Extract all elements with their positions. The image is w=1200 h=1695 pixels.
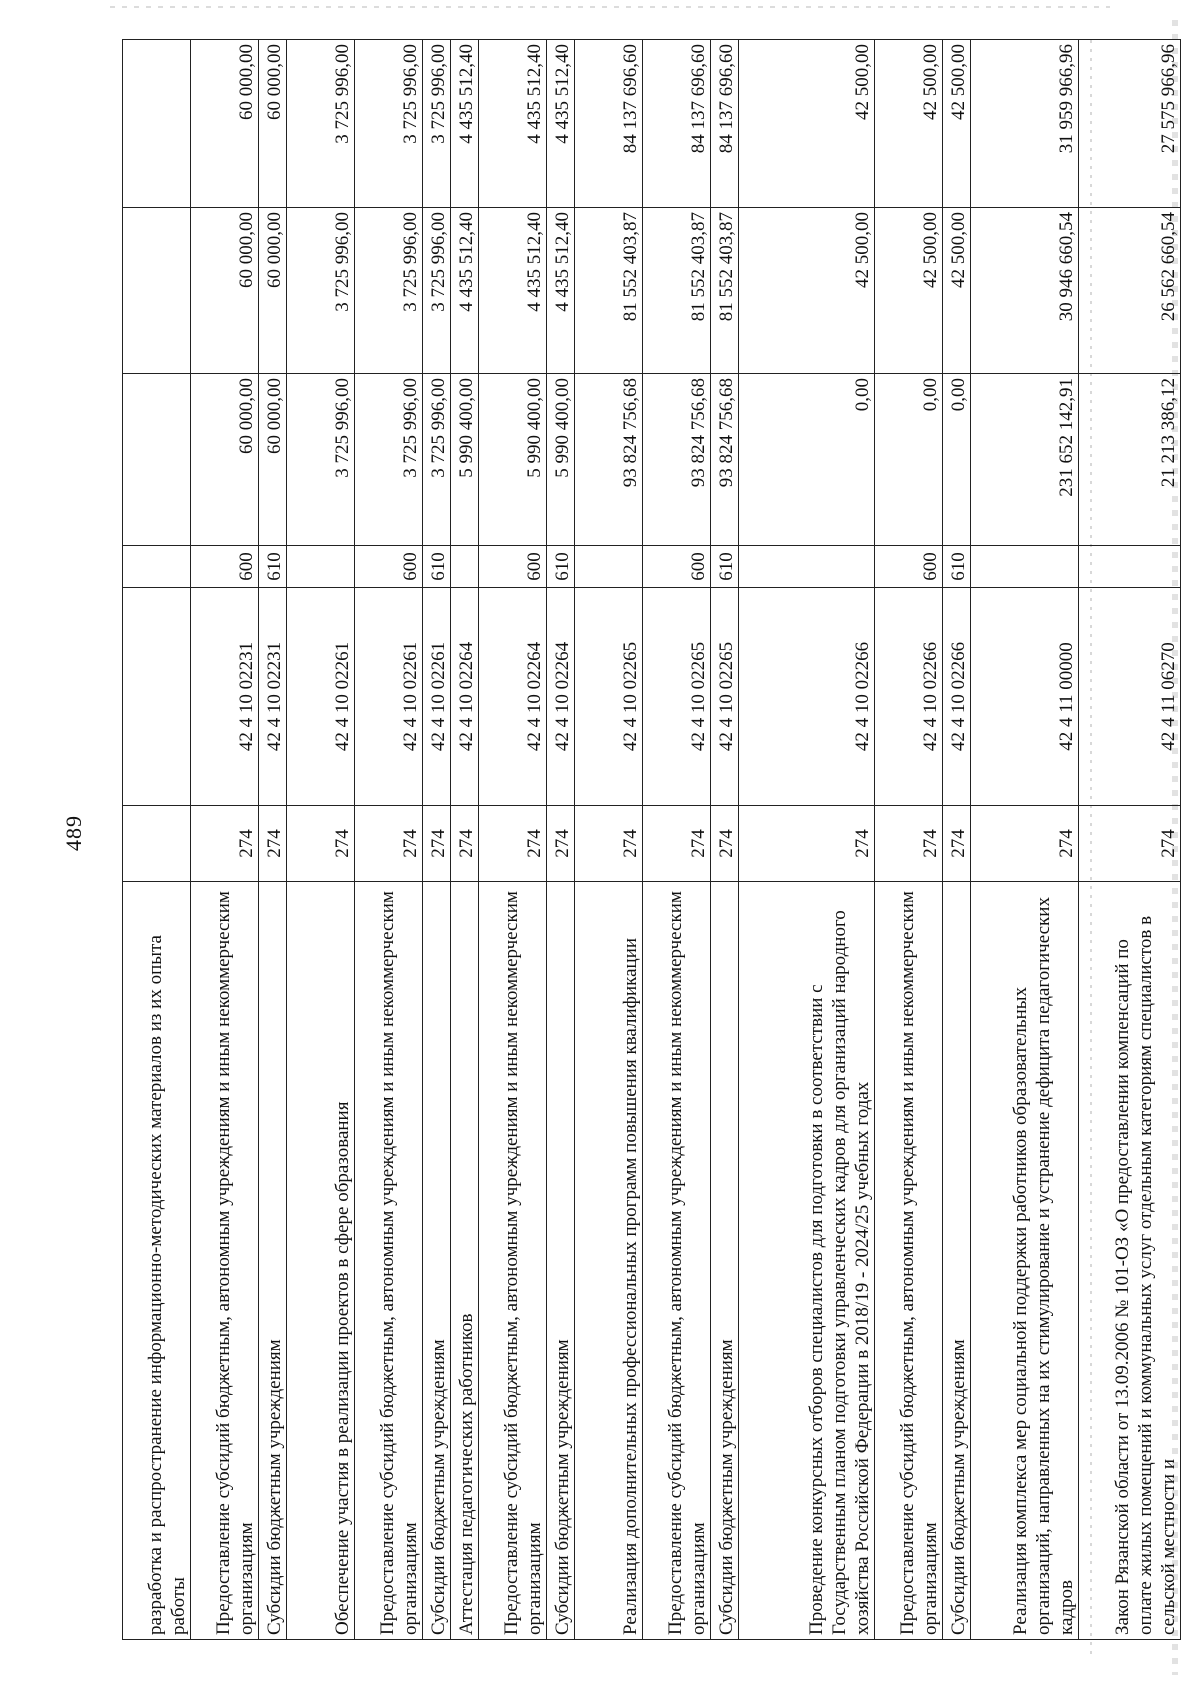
row-csr: 42 4 11 06270 [1079,588,1181,806]
row-ved: 274 [355,806,423,882]
row-vr [971,546,1079,588]
row-sum-2: 42 500,00 [943,208,971,374]
row-ved: 274 [547,806,575,882]
row-csr: 42 4 10 02264 [479,588,547,806]
row-vr [287,546,355,588]
row-sum-3: 60 000,00 [191,40,259,208]
row-name: Предоставление субсидий бюджетным, автономным учреждениям и иным некоммерческим организациям [191,882,259,1640]
row-csr: 42 4 10 02261 [355,588,423,806]
table-row [191,40,259,1640]
row-ved [123,806,191,882]
row-vr: 610 [259,546,287,588]
row-sum-1: 60 000,00 [191,374,259,546]
row-ved: 274 [971,806,1079,882]
row-sum-3: 27 575 966,96 [1079,40,1181,208]
row-vr: 610 [711,546,739,588]
row-sum-3 [123,40,191,208]
row-sum-1: 93 824 756,68 [575,374,643,546]
table-row [355,40,423,1640]
row-sum-1: 93 824 756,68 [711,374,739,546]
budget-table [122,39,1181,1640]
row-csr: 42 4 10 02261 [287,588,355,806]
row-name: Субсидии бюджетным учреждениям [943,882,971,1640]
row-ved: 274 [739,806,875,882]
row-csr: 42 4 10 02265 [575,588,643,806]
row-sum-2: 26 562 660,54 [1079,208,1181,374]
row-ved: 274 [575,806,643,882]
row-sum-3: 4 435 512,40 [547,40,575,208]
scan-artifact-top [110,6,1110,8]
row-csr: 42 4 10 02231 [191,588,259,806]
row-sum-1: 0,00 [943,374,971,546]
row-sum-1: 5 990 400,00 [451,374,479,546]
row-vr: 600 [479,546,547,588]
row-sum-2: 81 552 403,87 [711,208,739,374]
row-sum-3: 84 137 696,60 [643,40,711,208]
row-name: Реализация комплекса мер социальной поддержки работников образовательных организаций, направленных на их стимулирование и устранение дефицита педагогических кадров [971,882,1079,1640]
row-csr: 42 4 10 02231 [259,588,287,806]
row-vr [1079,546,1181,588]
row-name: Субсидии бюджетным учреждениям [259,882,287,1640]
row-sum-1: 0,00 [739,374,875,546]
row-name: Обеспечение участия в реализации проектов в сфере образования [287,882,355,1640]
row-name: Закон Рязанской области от 13.09.2006 № 101-ОЗ «О предоставлении компенсаций по оплате жилых помещений и коммунальных услуг отдельным категориям специалистов в сельской местности и [1079,882,1181,1640]
row-ved: 274 [875,806,943,882]
row-sum-1: 60 000,00 [259,374,287,546]
row-csr: 42 4 10 02261 [423,588,451,806]
row-ved: 274 [643,806,711,882]
row-name: разработка и распространение информационно-методических материалов из их опыта работы [123,882,191,1640]
row-sum-3: 31 959 966,96 [971,40,1079,208]
row-sum-1: 5 990 400,00 [479,374,547,546]
row-name: Проведение конкурсных отборов специалистов для подготовки в соответствии с Государственным планом подготовки управленческих кадров для организаций народного хозяйства Российской Федерации в 2018/19 - 2024/25 учебных годах [739,882,875,1640]
row-sum-3: 4 435 512,40 [451,40,479,208]
row-csr: 42 4 10 02264 [451,588,479,806]
row-name: Предоставление субсидий бюджетным, автономным учреждениям и иным некоммерческим организациям [643,882,711,1640]
row-sum-2: 3 725 996,00 [287,208,355,374]
table-row [479,40,547,1640]
row-vr: 610 [943,546,971,588]
row-sum-1 [123,374,191,546]
row-sum-2: 4 435 512,40 [451,208,479,374]
row-ved: 274 [423,806,451,882]
row-sum-3: 3 725 996,00 [423,40,451,208]
row-csr: 42 4 10 02264 [547,588,575,806]
row-sum-3: 42 500,00 [875,40,943,208]
row-sum-2: 3 725 996,00 [355,208,423,374]
table-row [423,40,451,1640]
row-sum-2: 4 435 512,40 [479,208,547,374]
row-ved: 274 [943,806,971,882]
table-row [643,40,711,1640]
row-sum-2: 60 000,00 [191,208,259,374]
row-sum-3: 42 500,00 [943,40,971,208]
row-sum-2 [123,208,191,374]
row-sum-1: 3 725 996,00 [287,374,355,546]
table-row [575,40,643,1640]
table-row [1079,40,1181,1640]
row-vr [575,546,643,588]
row-ved: 274 [1079,806,1181,882]
row-sum-1: 3 725 996,00 [423,374,451,546]
table-row [123,40,191,1640]
row-csr: 42 4 10 02266 [875,588,943,806]
row-vr: 610 [547,546,575,588]
table-row [739,40,875,1640]
row-sum-1: 93 824 756,68 [643,374,711,546]
table-row [875,40,943,1640]
row-sum-3: 3 725 996,00 [355,40,423,208]
row-csr: 42 4 10 02265 [643,588,711,806]
row-name: Реализация дополнительных профессиональных программ повышения квалификации [575,882,643,1640]
row-ved: 274 [287,806,355,882]
row-csr [123,588,191,806]
row-vr: 600 [355,546,423,588]
page-number: 489 [61,815,86,851]
row-ved: 274 [259,806,287,882]
row-name: Субсидии бюджетным учреждениям [711,882,739,1640]
row-ved: 274 [479,806,547,882]
row-sum-2: 30 946 660,54 [971,208,1079,374]
row-ved: 274 [711,806,739,882]
row-sum-1: 3 725 996,00 [355,374,423,546]
row-sum-2: 4 435 512,40 [547,208,575,374]
row-vr [451,546,479,588]
row-sum-1: 0,00 [875,374,943,546]
row-sum-2: 3 725 996,00 [423,208,451,374]
row-name: Предоставление субсидий бюджетным, автономным учреждениям и иным некоммерческим организациям [875,882,943,1640]
budget-table-rotated [122,40,1179,1640]
row-sum-3: 60 000,00 [259,40,287,208]
row-name: Аттестация педагогических работников [451,882,479,1640]
row-sum-1: 5 990 400,00 [547,374,575,546]
table-row [259,40,287,1640]
row-csr: 42 4 10 02266 [943,588,971,806]
row-csr: 42 4 10 02265 [711,588,739,806]
row-sum-1: 21 213 386,12 [1079,374,1181,546]
row-vr: 610 [423,546,451,588]
table-row [711,40,739,1640]
row-sum-3: 42 500,00 [739,40,875,208]
row-sum-2: 42 500,00 [739,208,875,374]
row-sum-1: 231 652 142,91 [971,374,1079,546]
row-name: Предоставление субсидий бюджетным, автономным учреждениям и иным некоммерческим организациям [355,882,423,1640]
row-sum-3: 84 137 696,60 [575,40,643,208]
row-csr: 42 4 10 02266 [739,588,875,806]
table-row [547,40,575,1640]
row-name: Предоставление субсидий бюджетным, автономным учреждениям и иным некоммерческим организациям [479,882,547,1640]
row-vr: 600 [643,546,711,588]
row-ved: 274 [191,806,259,882]
row-vr: 600 [875,546,943,588]
row-sum-3: 84 137 696,60 [711,40,739,208]
table-row [451,40,479,1640]
row-sum-3: 4 435 512,40 [479,40,547,208]
row-sum-2: 81 552 403,87 [575,208,643,374]
row-ved: 274 [451,806,479,882]
row-name: Субсидии бюджетным учреждениям [547,882,575,1640]
row-sum-2: 60 000,00 [259,208,287,374]
row-sum-2: 81 552 403,87 [643,208,711,374]
row-csr: 42 4 11 00000 [971,588,1079,806]
row-sum-2: 42 500,00 [875,208,943,374]
row-vr [123,546,191,588]
row-name: Субсидии бюджетным учреждениям [423,882,451,1640]
table-row [971,40,1079,1640]
row-sum-3: 3 725 996,00 [287,40,355,208]
row-vr: 600 [191,546,259,588]
row-vr [739,546,875,588]
table-row [943,40,971,1640]
table-row [287,40,355,1640]
